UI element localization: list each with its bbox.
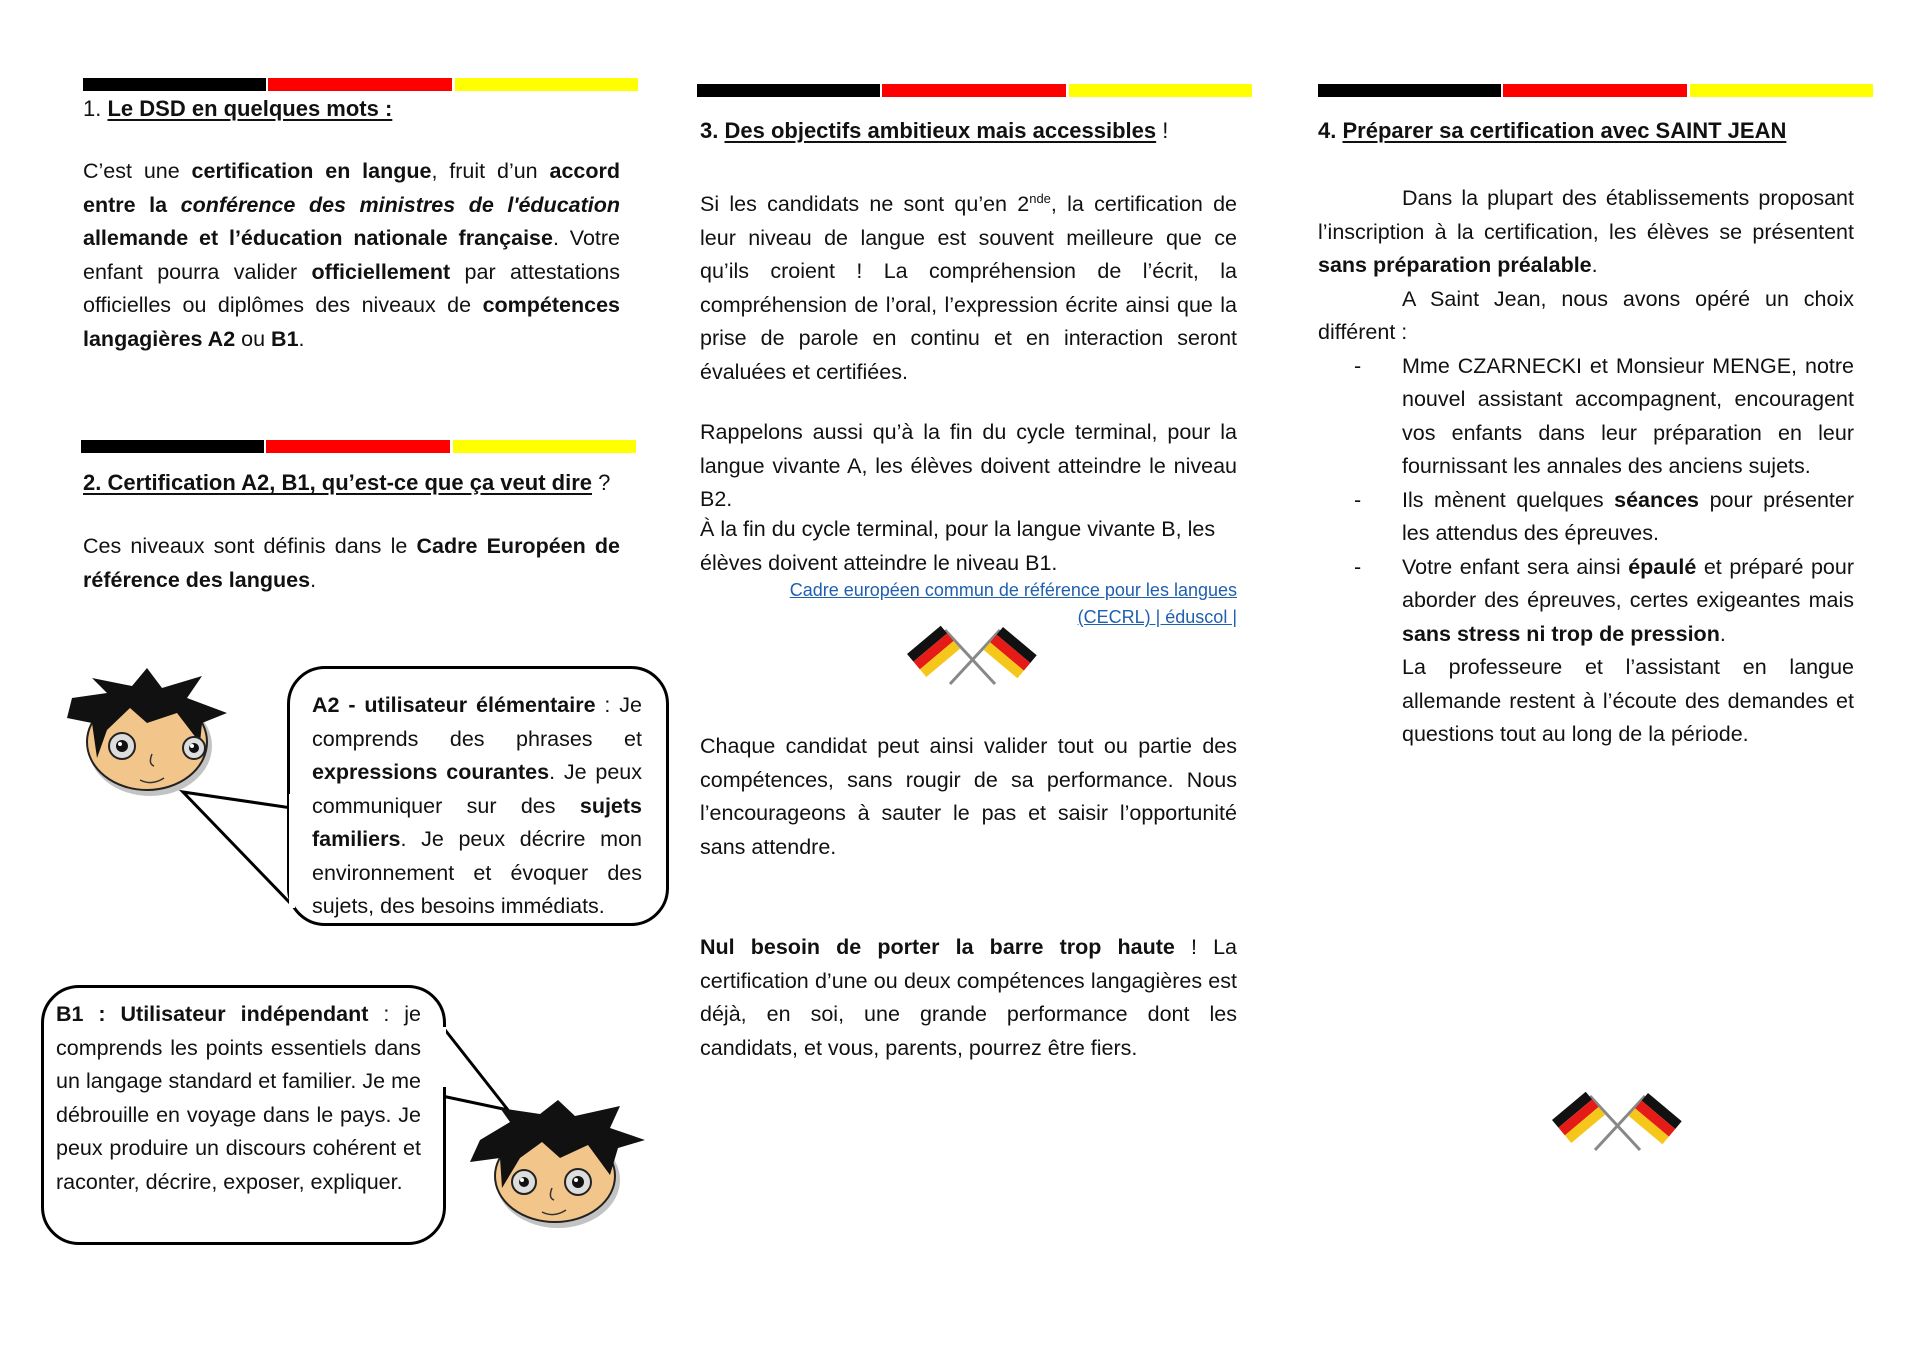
section4-paragraph-2: A Saint Jean, nous avons opéré un choix différent : xyxy=(1318,286,1854,344)
section4-paragraph-1 xyxy=(1318,182,1854,283)
bullet-text xyxy=(1402,484,1854,551)
text-run: , fruit d’un xyxy=(431,159,550,183)
text-run: épaulé xyxy=(1628,554,1697,579)
cartoon-boy-face-icon xyxy=(460,1100,650,1230)
section2-heading: 2. Certification A2, B1, qu’est-ce que ça veut dire ? xyxy=(83,470,611,495)
text-run: sans stress ni trop de pression xyxy=(1402,621,1720,646)
bullet-text xyxy=(1402,551,1854,652)
text-run: officiellement xyxy=(311,259,451,284)
text-run: . xyxy=(1591,253,1598,277)
text-run: Dans la plupart des établissements proposant l’inscription à la certification, les élèves se présentent xyxy=(1318,186,1854,244)
text-run: Ces niveaux sont définis dans le xyxy=(83,534,417,558)
text-run: . Votre enfant pourra valider xyxy=(83,226,620,284)
text-run: certification en langue xyxy=(191,159,432,183)
text-run: C’est une xyxy=(83,159,192,183)
section1-number: 1. xyxy=(83,96,102,121)
text-run: séances xyxy=(1614,487,1700,512)
section1-paragraph xyxy=(83,155,620,356)
bullet-item xyxy=(1318,484,1854,551)
section1-heading xyxy=(83,96,392,122)
section3-paragraph-3: À la fin du cycle terminal, pour la langue vivante B, les élèves doivent atteindre le niveau B1. xyxy=(700,517,1216,575)
text-run: accord entre la xyxy=(83,159,620,217)
text-run: . xyxy=(298,326,305,351)
crossed-german-flags-icon xyxy=(1550,1088,1685,1160)
text-run: par attestations officielles ou diplômes des niveaux de xyxy=(83,259,620,317)
a2-description xyxy=(312,689,642,924)
text-run: expressions courantes xyxy=(312,760,550,784)
section3-title: Des objectifs ambitieux mais accessibles xyxy=(724,118,1157,143)
text-run: sans préparation préalable xyxy=(1318,253,1592,277)
section3-paragraph-2: Rappelons aussi qu’à la fin du cycle terminal, pour la langue vivante A, les élèves doivent atteindre le niveau B2. xyxy=(700,420,1237,511)
crossed-german-flags-icon xyxy=(905,622,1040,694)
section2-paragraph xyxy=(83,530,620,597)
section4-number: 4. xyxy=(1318,118,1337,143)
section3-paragraph-1: Si les candidats ne sont qu’en 2nde, la certification de leur niveau de langue est souvent meilleure que ce qu’ils croient ! La compréhension de l’écrit, la compréhension de l’oral, l’expression écrite ainsi que la prise de parole en continu et en interaction seront évaluées et certifiées. xyxy=(700,191,1238,384)
bullet-dash: - xyxy=(1354,554,1362,579)
text-run: Mme CZARNECKI et Monsieur MENGE, notre nouvel assistant accompagnent, encouragent vos enfants dans leur préparation en leur fournissant les annales des anciens sujets. xyxy=(1402,353,1854,478)
a2-speech-bubble xyxy=(287,666,669,926)
section4-bullet-list xyxy=(1318,350,1854,652)
text-run: B1 xyxy=(271,326,299,351)
text-run: sujets familiers xyxy=(312,793,642,851)
flag-stripe-divider xyxy=(1318,84,1873,97)
section4-title: Préparer sa certification avec SAINT JEAN xyxy=(1342,118,1787,143)
b1-description xyxy=(56,998,421,1199)
text-run: pour présenter les attendus des épreuves. xyxy=(1402,487,1854,545)
text-run: ou xyxy=(235,326,272,351)
speech-bubble-tail xyxy=(175,790,295,920)
bullet-text xyxy=(1402,350,1854,484)
flag-stripe-divider xyxy=(81,440,636,453)
b1-speech-bubble xyxy=(41,985,446,1245)
text-run: . xyxy=(310,567,317,592)
section3-paragraph-4: Chaque candidat peut ainsi valider tout ou partie des compétences, sans rougir de sa performance. Nous l’encourageons à sauter le pas et saisir l’opportunité sans attendre. xyxy=(700,734,1237,859)
cecrl-eduscol-link[interactable]: Cadre européen commun de référence pour les langues (CECRL) | éduscol | xyxy=(789,580,1237,627)
section3-number: 3. xyxy=(700,118,719,143)
text-run: Ils mènent quelques xyxy=(1402,487,1615,512)
text-run: : je comprends les points essentiels dans un langage standard et familier. Je me débrouille en voyage dans le pays. Je peux produire un discours cohérent et raconter, décrire, exposer, expliquer. xyxy=(56,1002,421,1194)
text-run: . Je peux décrire mon environnement et évoquer des sujets, des besoins immédiats. xyxy=(312,827,642,918)
text-run: allemande et l’éducation nationale française xyxy=(83,226,553,250)
text-run: et préparé pour aborder des épreuves, certes exigeantes mais xyxy=(1402,554,1854,612)
text-run: A2 - utilisateur élémentaire xyxy=(312,693,596,717)
section3-heading: 3. Des objectifs ambitieux mais accessibles ! xyxy=(700,118,1169,143)
bullet-item xyxy=(1318,350,1854,484)
section4-body xyxy=(1318,182,1854,752)
text-run: B1 : Utilisateur indépendant xyxy=(56,1002,369,1026)
bullet-dash: - xyxy=(1354,487,1362,512)
section4-closing: La professeure et l’assistant en langue allemande restent à l’écoute des demandes et questions tout au long de la période. xyxy=(1402,655,1854,746)
section1-title: Le DSD en quelques mots : xyxy=(107,96,393,121)
cartoon-boy-face-icon xyxy=(52,668,242,798)
bullet-item xyxy=(1318,551,1854,652)
section3-paragraph-5: Nul besoin de porter la barre trop haute ! La certification d’une ou deux compétences langagières est déjà, en soi, une grande performance dont les candidats, et vous, parents, pourrez être fiers. xyxy=(700,935,1237,1060)
bullet-dash: - xyxy=(1354,353,1362,378)
section2-title: 2. Certification A2, B1, qu’est-ce que ça veut dire xyxy=(83,470,592,495)
text-run: : Je comprends des phrases et xyxy=(312,693,642,751)
text-run: Votre enfant sera ainsi xyxy=(1402,554,1629,579)
text-run: . xyxy=(1719,621,1726,646)
text-run: . Je peux communiquer sur des xyxy=(312,760,642,818)
flag-stripe-divider xyxy=(697,84,1252,97)
text-run: Cadre Européen de référence des langues xyxy=(83,534,620,592)
text-run: conférence des ministres de l'éducation xyxy=(180,192,621,217)
flag-stripe-divider xyxy=(83,78,638,91)
text-run: compétences langagières A2 xyxy=(83,293,620,351)
section4-heading xyxy=(1318,118,1786,144)
